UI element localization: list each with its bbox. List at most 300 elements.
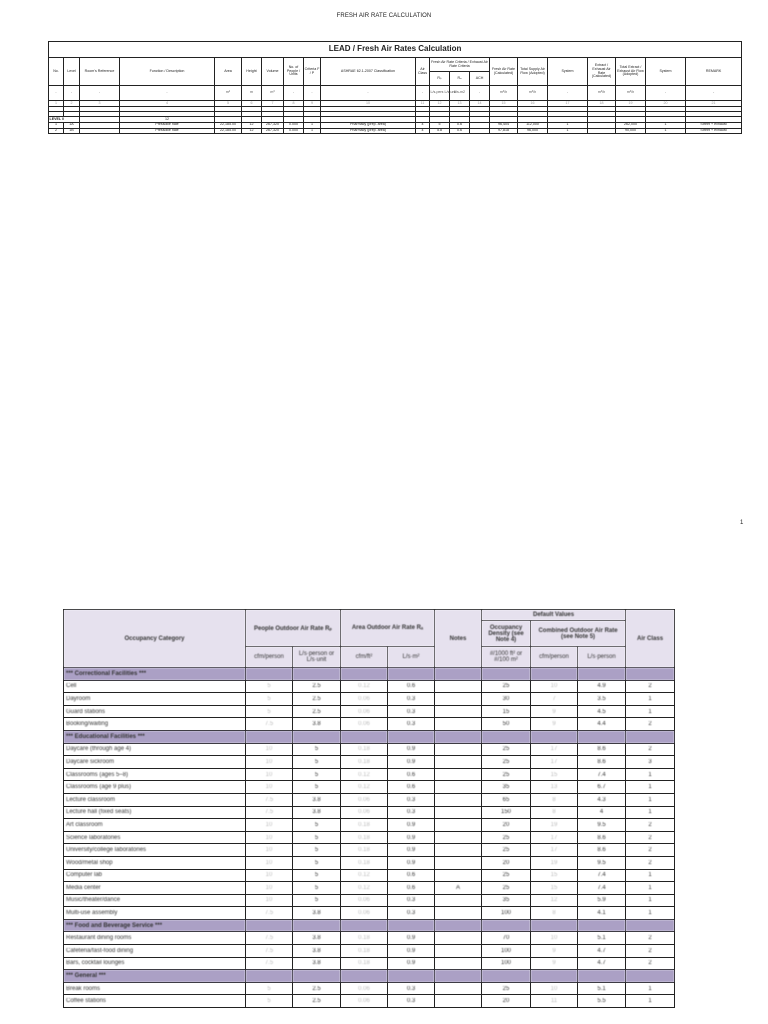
ref-row-value: 9	[531, 718, 578, 731]
units-row-cell: m²	[215, 86, 242, 101]
header-classification: ASHRAE 62.1-2007 Classification	[321, 58, 416, 86]
ref-row-value: 0.6	[388, 680, 435, 693]
ref-row-value: 25	[482, 869, 531, 882]
ref-row-value: 0.12	[341, 680, 388, 693]
header-total-supply-adopted: Total Supply Air Flow (Adopted)	[518, 58, 548, 86]
ref-row-value: 0.06	[341, 982, 388, 995]
section-cell	[388, 730, 435, 743]
ref-row-category: Computer lab	[64, 869, 246, 882]
calc-row-cell: 1	[304, 128, 321, 134]
calc-row-cell: Street + exhaust	[686, 128, 742, 134]
section-cell	[531, 970, 578, 983]
ref-row-value: 0.12	[341, 882, 388, 895]
index-row-cell: 6	[242, 101, 262, 107]
header-rate-criteria: Fresh Air Rate Criteria / Exhaust Air Rate Criteria	[430, 58, 490, 72]
section-cell	[482, 919, 531, 932]
calc-row-cell: 0.000	[284, 128, 304, 134]
ref-row-value: 5	[293, 844, 341, 857]
ref-row-value	[435, 945, 482, 958]
ref-row-value: 9.5	[578, 856, 626, 869]
ref-row-value: 5	[293, 819, 341, 832]
units-row-cell: -	[284, 86, 304, 101]
ashrae-reference-table	[63, 609, 675, 1008]
section-cell	[531, 668, 578, 681]
level-label: LEVEL 0	[49, 117, 80, 123]
units-row-cell: -	[64, 86, 80, 101]
ref-row-value: 12	[531, 894, 578, 907]
calc-row-cell: 1	[49, 123, 64, 129]
ref-row-value: 0.3	[388, 894, 435, 907]
header-air-class: Air Class	[416, 58, 430, 86]
calc-row-cell: 1	[548, 128, 588, 134]
units-row-cell: L/s-m2	[450, 86, 470, 101]
calc-row-cell: 0.000	[284, 123, 304, 129]
ref-row-value: 0.12	[341, 768, 388, 781]
ref-row-value: 0.18	[341, 932, 388, 945]
section-marker: ***	[66, 922, 75, 929]
ref-row-value: 17	[531, 844, 578, 857]
ref-row-value: 10	[246, 743, 293, 756]
index-row-cell: 14	[470, 101, 490, 107]
ref-row-value: 0.3	[388, 693, 435, 706]
ref-row-value: 8.6	[578, 844, 626, 857]
ref-row-value: 0.18	[341, 831, 388, 844]
ref-row-category: Dayroom	[64, 693, 246, 706]
ref-header-density: Occupancy Density (see Note 4)	[482, 621, 531, 647]
ref-header-combined-rate: Combined Outdoor Air Rate (see Note 5)	[531, 621, 626, 647]
units-row-cell: -	[304, 86, 321, 101]
calc-row-cell: 5.8	[430, 128, 450, 134]
calc-row-cell: 96,000	[518, 128, 548, 134]
ref-row-value: 0.06	[341, 995, 388, 1008]
ref-row-value: 5	[246, 705, 293, 718]
calc-row	[49, 128, 742, 134]
ref-row-value: 2.5	[293, 982, 341, 995]
ref-row-value: 10	[531, 932, 578, 945]
section-marker: ***	[66, 973, 75, 980]
ref-row-value: 35	[482, 894, 531, 907]
section-cell	[435, 730, 482, 743]
ref-row-value: 4.9	[578, 680, 626, 693]
units-row-cell: m³/h	[518, 86, 548, 101]
units-row-cell: m³	[262, 86, 284, 101]
ref-unit-cfm-person: cfm/person	[246, 647, 293, 668]
ref-row-category: Music/theater/dance	[64, 894, 246, 907]
index-row-cell: 2	[64, 101, 80, 107]
calc-row-cell	[80, 128, 120, 134]
ref-row-value: 19	[531, 819, 578, 832]
ref-row-value: 0.18	[341, 819, 388, 832]
section-header-row	[64, 970, 675, 983]
section-cell	[246, 919, 293, 932]
ref-row	[64, 831, 675, 844]
section-cell	[293, 970, 341, 983]
index-row-cell: 13	[450, 101, 470, 107]
section-marker: ***	[66, 670, 75, 677]
section-cell	[482, 730, 531, 743]
index-row-cell: 3	[80, 101, 120, 107]
header-rp: Rₚ	[430, 72, 450, 86]
calc-row-cell: Pressollie hale	[120, 123, 215, 129]
ref-row-category: Multi-use assembly	[64, 907, 246, 920]
ref-row-value: 4.4	[578, 718, 626, 731]
ref-row-value: 3.8	[293, 806, 341, 819]
ref-row-value: 5	[246, 680, 293, 693]
section-header-row	[64, 919, 675, 932]
section-cell	[293, 919, 341, 932]
section-marker: ***	[66, 733, 75, 740]
calc-row-cell: 1B	[64, 128, 80, 134]
ref-row-category: Guard stations	[64, 705, 246, 718]
ref-row-value: 1	[626, 882, 675, 895]
section-cell	[626, 970, 675, 983]
section-marker: ***	[97, 973, 106, 980]
index-row-cell: 1	[49, 101, 64, 107]
ref-row-value: 7.5	[246, 793, 293, 806]
calc-row-cell: 12	[242, 123, 262, 129]
calc-table-title: LEAD / Fresh Air Rates Calculation	[49, 42, 742, 58]
ref-row-value	[435, 806, 482, 819]
ref-row-category: University/college laboratories	[64, 844, 246, 857]
ref-row-value: 3.8	[293, 957, 341, 970]
ref-row	[64, 705, 675, 718]
ref-unit-cfm-ft2: cfm/ft²	[341, 647, 388, 668]
section-cell	[246, 970, 293, 983]
calc-row-cell: 0.6	[450, 123, 470, 129]
units-row-cell: -	[120, 86, 215, 101]
header-height: Height	[242, 58, 262, 86]
ref-row	[64, 819, 675, 832]
index-row-cell: 11	[416, 101, 430, 107]
section-title	[64, 919, 246, 932]
ref-row-value: 25	[482, 756, 531, 769]
section-title-text: Correctional Facilities	[74, 670, 138, 677]
ref-row-value: 20	[482, 819, 531, 832]
ref-row-category: Classrooms (ages 5–8)	[64, 768, 246, 781]
ref-row-value: 0.06	[341, 806, 388, 819]
section-header-row	[64, 730, 675, 743]
ref-row-value	[435, 856, 482, 869]
ref-row	[64, 768, 675, 781]
ref-row-value: 25	[482, 882, 531, 895]
header-total-extract-adopted: Total Extract / Exhaust Air Flow (Adopted)	[616, 58, 646, 86]
units-row-cell: -	[686, 86, 742, 101]
ref-row-value	[435, 705, 482, 718]
ref-row-value	[435, 869, 482, 882]
ref-row-value: 0.06	[341, 705, 388, 718]
ref-row-value	[435, 819, 482, 832]
ref-row-value: 65	[482, 793, 531, 806]
ref-row-value: 2	[626, 856, 675, 869]
ref-row-value: 7	[531, 693, 578, 706]
section-marker: ***	[136, 733, 145, 740]
ref-row-value	[435, 781, 482, 794]
ref-row-value: 9	[531, 705, 578, 718]
section-cell	[482, 970, 531, 983]
header-system-2: System	[646, 58, 686, 86]
section-title	[64, 668, 246, 681]
ref-row-value: 5	[293, 831, 341, 844]
ref-row-value: 1	[626, 869, 675, 882]
ref-row-value: 4.5	[578, 705, 626, 718]
section-marker: ***	[153, 922, 163, 929]
ref-row-category: Media center	[64, 882, 246, 895]
calc-row-cell: 90,000	[616, 128, 646, 134]
ref-row-value: 0.18	[341, 957, 388, 970]
ref-row-value: 0.3	[388, 793, 435, 806]
ref-row-value: 2.5	[293, 693, 341, 706]
ref-row-value: 35	[482, 781, 531, 794]
ref-row-value: 0.18	[341, 856, 388, 869]
ref-header-default-values: Default Values	[482, 610, 626, 621]
index-row-cell: 4	[120, 101, 215, 107]
ref-row-value: 5.1	[578, 982, 626, 995]
header-ra: Rₐ	[450, 72, 470, 86]
ref-row-value: 0.6	[388, 869, 435, 882]
ref-row-value: 5	[246, 995, 293, 1008]
ref-row-value: 1	[626, 693, 675, 706]
section-cell	[341, 970, 388, 983]
ref-row-value: 8.6	[578, 831, 626, 844]
ref-row-value: 5	[293, 894, 341, 907]
ref-row	[64, 945, 675, 958]
header-people: No. of People / Units	[284, 58, 304, 86]
ref-row-value: 17	[531, 756, 578, 769]
ref-row-value	[435, 995, 482, 1008]
ref-row-value: A	[435, 882, 482, 895]
units-row-cell: m³/h	[616, 86, 646, 101]
fresh-air-calc-table	[48, 41, 742, 134]
ref-row-value: 0.9	[388, 957, 435, 970]
ref-row-value: 0.6	[388, 768, 435, 781]
ref-row-value	[435, 718, 482, 731]
section-cell	[578, 919, 626, 932]
header-ach: ACH	[470, 72, 490, 86]
header-remark: REMARK	[686, 58, 742, 86]
ref-row-value	[435, 743, 482, 756]
ref-row-value: 7.5	[246, 806, 293, 819]
header-criteria: Criteria F / P	[304, 58, 321, 86]
ref-header-people-rate: People Outdoor Air Rate Rₚ	[246, 610, 341, 647]
calc-row-cell: 4	[416, 128, 430, 134]
section-cell	[246, 730, 293, 743]
section-cell	[435, 668, 482, 681]
ref-row-category: Art classroom	[64, 819, 246, 832]
ref-row-category: Cell	[64, 680, 246, 693]
ref-row-value: 5	[246, 693, 293, 706]
ref-row-value: 1	[626, 907, 675, 920]
ref-row-value: 2	[626, 831, 675, 844]
ref-header-category: Occupancy Category	[64, 610, 246, 668]
units-row-cell: m³/h	[588, 86, 616, 101]
ref-row-value: 1	[626, 705, 675, 718]
ref-row-value: 25	[482, 743, 531, 756]
ref-row-value: 4	[578, 806, 626, 819]
ref-row-value: 9	[531, 945, 578, 958]
header-level: Level	[64, 58, 80, 86]
index-row-cell: 10	[321, 101, 416, 107]
ref-row-category: Booking/waiting	[64, 718, 246, 731]
calc-row-cell: 4	[416, 123, 430, 129]
ref-row-value: 20	[482, 995, 531, 1008]
section-cell	[578, 730, 626, 743]
ref-row-category: Coffee stations	[64, 995, 246, 1008]
ref-row-category: Science laboratories	[64, 831, 246, 844]
ref-row-value: 10	[246, 882, 293, 895]
ref-row-value: 2	[626, 819, 675, 832]
ref-row	[64, 856, 675, 869]
ref-row	[64, 957, 675, 970]
header-system: System	[548, 58, 588, 86]
ref-row-value: 0.3	[388, 705, 435, 718]
ref-row-value: 10	[246, 768, 293, 781]
header-room-reference: Room's Reference	[80, 58, 120, 86]
ref-row-value: 5	[293, 781, 341, 794]
section-cell	[341, 919, 388, 932]
ref-row-category: Lecture hall (fixed seats)	[64, 806, 246, 819]
calc-row-cell: 5	[430, 123, 450, 129]
section-cell	[388, 919, 435, 932]
ref-row-category: Daycare sickroom	[64, 756, 246, 769]
calc-row-cell: 1	[646, 123, 686, 129]
ref-row-value: 1	[626, 793, 675, 806]
ref-row-value: 1	[626, 806, 675, 819]
ref-row-value: 0.6	[388, 781, 435, 794]
calc-row-cell: 112,000	[518, 123, 548, 129]
ref-row-value: 0.9	[388, 819, 435, 832]
ref-row-value: 2.5	[293, 995, 341, 1008]
ref-row-value: 5	[293, 869, 341, 882]
ref-row-value: 19	[531, 856, 578, 869]
ref-row-value: 17	[531, 831, 578, 844]
ref-row-value: 10	[246, 894, 293, 907]
ref-row-value: 0.9	[388, 844, 435, 857]
ref-row-value	[435, 680, 482, 693]
ref-row-value: 7.4	[578, 869, 626, 882]
ref-row-value: 0.9	[388, 831, 435, 844]
section-cell	[435, 970, 482, 983]
units-row-cell: -	[49, 86, 64, 101]
ref-row-value: 9.5	[578, 819, 626, 832]
ref-row-value: 1	[626, 768, 675, 781]
ref-row-value: 50	[482, 718, 531, 731]
ref-row-value	[435, 932, 482, 945]
units-row-cell: L/s-pers L/s-unit	[430, 86, 450, 101]
ref-row	[64, 982, 675, 995]
units-row-cell: -	[321, 86, 416, 101]
ref-row-value: 150	[482, 806, 531, 819]
ref-row-value: 10	[531, 680, 578, 693]
ref-row-value: 25	[482, 680, 531, 693]
ref-row-value: 0.6	[388, 882, 435, 895]
section-cell	[293, 668, 341, 681]
ref-row	[64, 844, 675, 857]
ref-row-value: 2	[626, 957, 675, 970]
ref-row-value: 8.6	[578, 756, 626, 769]
ref-row-value: 15	[531, 882, 578, 895]
calc-row-cell: 1A	[64, 123, 80, 129]
units-row-cell: -	[416, 86, 430, 101]
calc-row-cell: 1	[646, 128, 686, 134]
ref-row-value: 7.4	[578, 882, 626, 895]
ref-row-value	[435, 844, 482, 857]
index-row-cell: 15	[490, 101, 518, 107]
ref-row	[64, 806, 675, 819]
ref-row-value: 3.8	[293, 932, 341, 945]
ref-row-value: 15	[531, 768, 578, 781]
section-cell	[388, 970, 435, 983]
ref-row-value: 20	[482, 856, 531, 869]
ref-row-value: 13	[531, 781, 578, 794]
ref-row-value: 25	[482, 831, 531, 844]
ref-row-value: 1	[626, 995, 675, 1008]
ref-row-value: 2.5	[293, 680, 341, 693]
ref-row-value	[435, 693, 482, 706]
calc-row-cell: Pharmacy (prep. area)	[321, 123, 416, 129]
ref-row-value: 3.5	[578, 693, 626, 706]
ref-row-value: 8	[531, 806, 578, 819]
ref-row-value: 5	[293, 882, 341, 895]
ref-row	[64, 781, 675, 794]
ref-row-value: 17	[531, 743, 578, 756]
ref-row-value: 0.9	[388, 756, 435, 769]
ref-row-value: 3.8	[293, 793, 341, 806]
ref-row	[64, 718, 675, 731]
ref-row-value: 2	[626, 932, 675, 945]
ref-row-value: 70	[482, 932, 531, 945]
ref-row-value: 25	[482, 982, 531, 995]
units-row-cell: -	[646, 86, 686, 101]
ref-row-value: 10	[246, 831, 293, 844]
index-row-cell: 12	[430, 101, 450, 107]
ref-row-value: 1	[626, 894, 675, 907]
units-row-cell: -	[80, 86, 120, 101]
ref-row-value	[435, 894, 482, 907]
ref-row-value: 0.3	[388, 907, 435, 920]
section-cell	[626, 919, 675, 932]
ref-row-value: 0.9	[388, 743, 435, 756]
section-cell	[293, 730, 341, 743]
calc-row-cell: Pharmacy (prep. area)	[321, 128, 416, 134]
ref-unit-ls-m2: L/s·m²	[388, 647, 435, 668]
ref-unit-density: #/1000 ft² or #/100 m²	[482, 647, 531, 668]
ref-row-value: 15	[482, 705, 531, 718]
ref-row	[64, 743, 675, 756]
index-row-cell: 8	[284, 101, 304, 107]
section-cell	[341, 730, 388, 743]
ref-row-category: Break rooms	[64, 982, 246, 995]
ref-row-value: 2.5	[293, 705, 341, 718]
units-row-cell: m³/h	[490, 86, 518, 101]
ref-row-value: 7.5	[246, 907, 293, 920]
ref-row-value: 8.6	[578, 743, 626, 756]
ref-row-value: 25	[482, 844, 531, 857]
ref-row-value: 5	[246, 982, 293, 995]
ref-row-value: 2	[626, 718, 675, 731]
ref-row-value: 3	[626, 756, 675, 769]
section-header-row	[64, 668, 675, 681]
ref-row-value: 0.3	[388, 806, 435, 819]
section-cell	[626, 668, 675, 681]
section-marker: ***	[137, 670, 147, 677]
calc-row-cell: 0.6	[450, 128, 470, 134]
ref-row-value: 10	[246, 856, 293, 869]
ref-row-value: 7.5	[246, 718, 293, 731]
section-cell	[578, 970, 626, 983]
ref-row-value: 5	[293, 756, 341, 769]
units-row-cell: -	[470, 86, 490, 101]
ref-row-category: Daycare (through age 4)	[64, 743, 246, 756]
